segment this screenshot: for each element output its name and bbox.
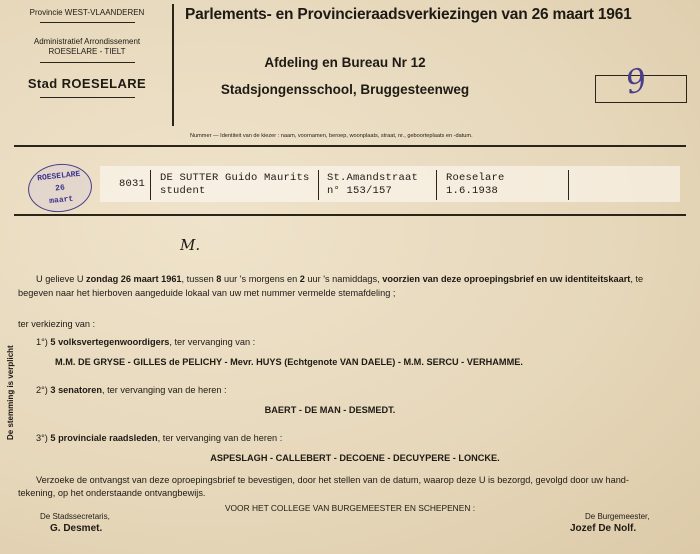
voter-number: 8031 — [119, 178, 146, 190]
stamp-month: maart — [48, 194, 74, 207]
voter-profession: student — [160, 185, 206, 197]
intro-text: uur 's morgens en — [221, 274, 300, 284]
intro-line-2: begeven naar het hierboven aangeduide lokaal van uw met nummer vermelde stemafdeling ; — [18, 288, 396, 298]
college-line: VOOR HET COLLEGE VAN BURGEMEESTER EN SCHEPENEN : — [224, 503, 476, 513]
number-box — [595, 60, 687, 103]
mayor-name: Jozef De Nolf. — [570, 523, 637, 534]
salutation: M. — [180, 236, 201, 254]
polling-location: Stadsjongensschool, Bruggesteenweg — [220, 82, 470, 97]
mayor-label: De Burgemeester, — [585, 512, 650, 521]
voter-house-number: n° 153/157 — [327, 185, 393, 197]
item-text: , ter vervanging van : — [169, 337, 256, 347]
city-name: Stad ROESELARE — [27, 76, 147, 91]
item-representatives — [36, 336, 255, 349]
election-title: Parlements- en Provincieraadsverkiezingen van 26 maart 1961 — [185, 6, 632, 23]
councillors-names: ASPESLAGH - CALLEBERT - DECOENE - DECUYPERE - LONCKE. — [210, 453, 500, 463]
voter-name: DE SUTTER Guido Maurits — [160, 172, 310, 184]
province-label: Provincie WEST-VLAANDEREN — [29, 8, 145, 17]
field-legend: Nummer — Identiteit van de kiezer : naam, voornamen, beroep, woonplaats, straat, nr., geboorteplaats en -datum. — [190, 133, 473, 139]
date-stamp — [26, 161, 95, 215]
representatives-names: M.M. DE GRYSE - GILLES de PELICHY - Mevr. HUYS (Echtgenote VAN DAELE) - M.M. SERCU - VERHAMME. — [55, 357, 523, 367]
secretary-name: G. Desmet. — [50, 523, 103, 534]
item-number: 3°) — [36, 433, 51, 443]
handwritten-number: 9 — [622, 60, 651, 102]
end-hour: 2 — [299, 274, 305, 284]
item-title: 5 volksvertegenwoordigers — [50, 337, 170, 347]
senators-names: BAERT - DE MAN - DESMEDT. — [264, 405, 396, 415]
intro-text: , tussen — [181, 274, 217, 284]
stamp-city: ROESELARE — [36, 169, 81, 184]
voting-compulsory-note: De stemming is verplicht — [6, 345, 15, 440]
arrondissement-name: ROESELARE - TIELT — [48, 47, 126, 56]
item-title: 3 senatoren — [50, 385, 102, 395]
election-heading: ter verkiezing van : — [18, 319, 96, 329]
item-provincial-councillors — [36, 432, 282, 445]
request-line-2: tekening, op het onderstaande ontvangbewijs. — [18, 488, 206, 498]
department-number: Afdeling en Bureau Nr 12 — [264, 55, 426, 70]
intro-line-1 — [36, 273, 686, 286]
stamp-day: 26 — [54, 183, 66, 194]
intro-text: , te — [630, 274, 644, 284]
item-text: , ter vervanging van de heren : — [157, 433, 283, 443]
election-date: zondag 26 maart 1961 — [86, 274, 182, 284]
arrondissement-label: Administratief Arrondissement — [33, 37, 141, 46]
request-line-1: Verzoeke de ontvangst van deze oproepingsbrief te bevestigen, door het stellen van de datum, waarop deze U is bezorgd, gevolgd door uw hand- — [36, 475, 629, 485]
voter-birthdate: 1.6.1938 — [446, 185, 499, 197]
item-number: 1°) — [36, 337, 51, 347]
secretary-label: De Stadssecretaris, — [40, 512, 110, 521]
start-hour: 8 — [216, 274, 222, 284]
item-senators — [36, 384, 227, 397]
item-number: 2°) — [36, 385, 51, 395]
item-title: 5 provinciale raadsleden — [50, 433, 158, 443]
voter-street: St.Amandstraat — [327, 172, 419, 184]
intro-text: uur 's namiddags, — [304, 274, 383, 284]
intro-text: U gelieve U — [36, 274, 87, 284]
required-documents: voorzien van deze oproepingsbrief en uw identiteitskaart — [382, 274, 631, 284]
item-text: , ter vervanging van de heren : — [101, 385, 227, 395]
voter-birthplace: Roeselare — [446, 172, 505, 184]
